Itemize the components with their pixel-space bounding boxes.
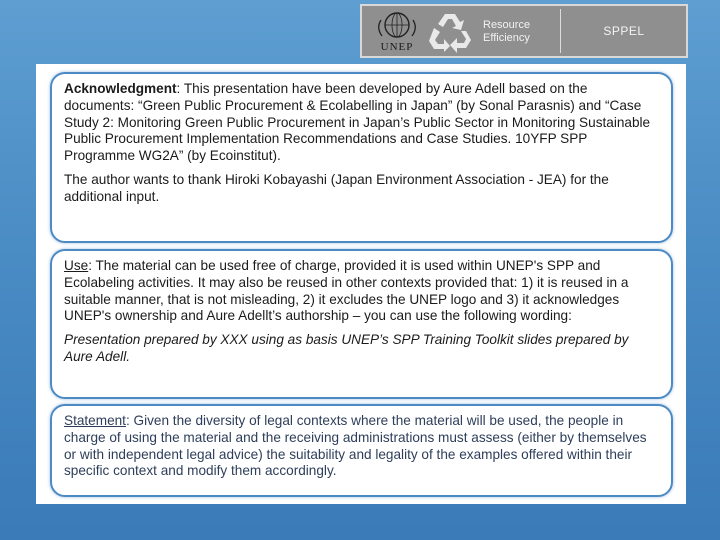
use-label: Use	[64, 258, 89, 273]
header-banner	[360, 4, 688, 58]
use-text: : The material can be used free of charge, provided it is used within UNEP's SPP and Ecolabeling activities. It may also be reused in other contexts provided that: 1) it is reused in a suitable manner, that is not misleading, 2) it excludes the UNEP logo and 3) it acknowledges UNEP's ownership and Aure Adellt’s authorship – you can use the following wording:	[64, 258, 629, 324]
statement-box	[50, 404, 673, 497]
resource-efficiency-label: Resource Efficiency	[483, 19, 531, 44]
acknowledgment-box	[50, 72, 673, 243]
use-wording: Presentation prepared by XXX using as basis UNEP’s SPP Training Toolkit slides prepared by Aure Adell.	[64, 332, 629, 364]
program-label: SPPEL	[603, 24, 645, 38]
unep-logo-text: UNEP	[380, 41, 414, 53]
recycle-icon	[428, 9, 472, 53]
content-panel	[36, 64, 686, 504]
acknowledgment-paragraph	[64, 81, 657, 165]
header-divider	[560, 9, 561, 53]
acknowledgment-label: Acknowledgment	[64, 81, 177, 96]
statement-text: : Given the diversity of legal contexts where the material will be used, the people in charge of using the material and the receiving administrations must assess (either by themselves or with independent legal advice) the suitability and legality of the examples offered within their specific context and modify them accordingly.	[64, 413, 647, 479]
acknowledgment-text: : This presentation have been developed by Aure Adell based on the documents: “Green Public Procurement & Ecolabelling in Japan” (by Sonal Parasnis) and “Case Study 2: Monitoring Green Public Procurement in Japan’s Public Sector in Monitoring Sustainable Public Procurement Implementation Recommendations and Case Studies. 10YFP SPP Programme WG2A” (by Ecoinstitut).	[64, 81, 651, 164]
statement-paragraph	[64, 413, 657, 480]
acknowledgment-thanks: The author wants to thank Hiroki Kobayashi (Japan Environment Association - JEA) for the additional input.	[64, 171, 609, 204]
statement-label: Statement	[64, 413, 126, 428]
use-box	[50, 249, 673, 399]
use-paragraph	[64, 258, 657, 325]
